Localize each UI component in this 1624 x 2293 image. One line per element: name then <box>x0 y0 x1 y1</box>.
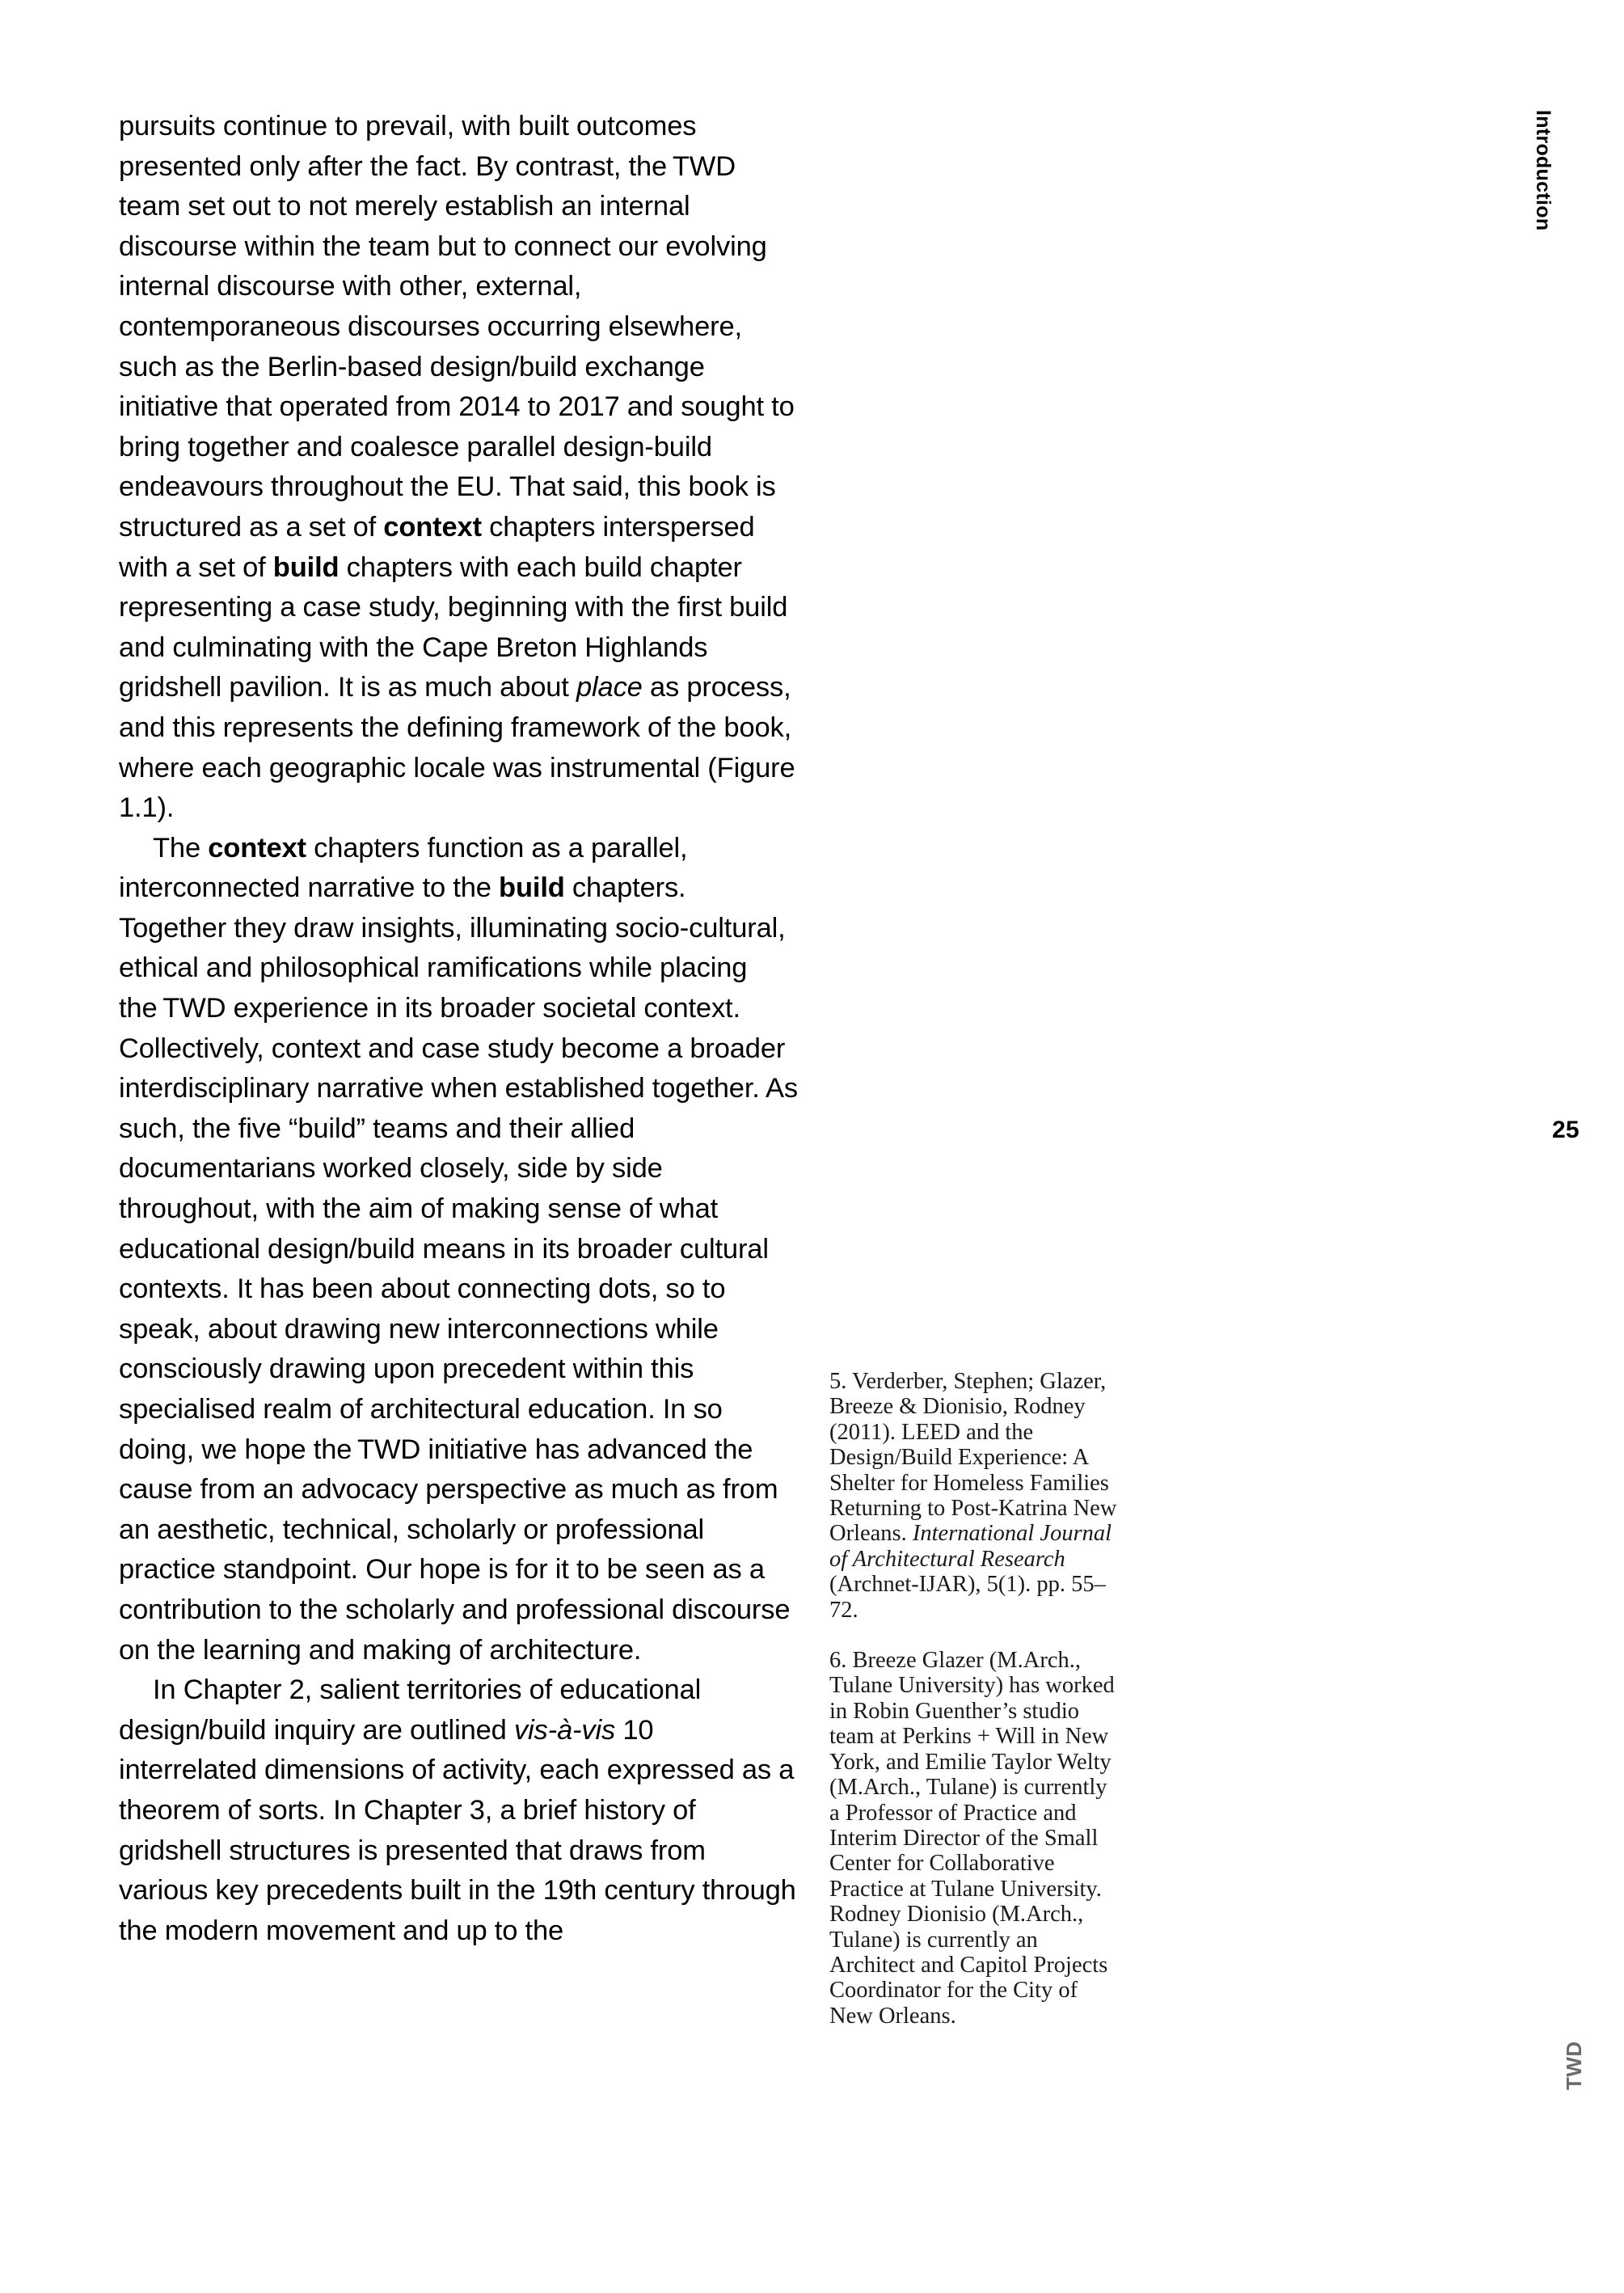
text-run: 6. Breeze Glazer (M.Arch., Tulane University) has worked in Robin Guenther’s studio team at Perkins + Will in New York, and Emilie Taylor Welty (M.Arch., Tulane) is currently a Professor of Practice and Interim Director of the Small Center for Collaborative Practice at Tulane University. Rodney Dionisio (M.Arch., Tulane) is currently an Architect and Capitol Projects Coordinator for the City of New Orleans. <box>829 1648 1115 2029</box>
text-run: chapters function as a parallel, interconnected narrative to the <box>119 832 688 904</box>
text-run: chapters with each build chapter representing a case study, beginning with the first build and culminating with the Cape Breton Highlands gridshell pavilion. It is as much about <box>119 551 788 703</box>
text-run: TWD experience in its broader societal context. Collectively, context and case study become a broader interdisciplinary narrative when established together. As such, the five “build” teams and their allied documentarians worked closely, side by side throughout, with the aim of making sense of what educational design/build means in its broader cultural contexts. It has been about connecting dots, so to speak, about drawing new interconnections while consciously drawing upon precedent within this specialised realm of architectural education. In so doing, we hope the <box>119 993 799 1465</box>
text-run: In Chapter 2, salient territories of educational design/build inquiry are outlined <box>119 1674 702 1746</box>
text-run: The <box>153 832 209 864</box>
text-run: (Archnet-IJAR), 5(1). pp. 55–72. <box>829 1572 1106 1623</box>
footnote-5 <box>829 1369 1120 1623</box>
text-run: as process, and this represents the defining framework of the book, where each geographic locale was instrumental (Figure 1.1). <box>119 672 795 824</box>
body-paragraph-2 <box>119 829 798 1670</box>
emphasis-bold: context <box>383 511 482 543</box>
body-paragraph-1 <box>119 107 798 829</box>
emphasis-italic: place <box>576 672 643 703</box>
text-run: chapters. Together they draw insights, illuminating socio-cultural, ethical and philosophical ramifications while placing the <box>119 872 786 1024</box>
text-run: pursuits continue to prevail, with built outcomes presented only after the fact. By contrast, the <box>119 111 697 182</box>
book-mark-twd: TWD <box>1562 2041 1586 2090</box>
emphasis-bold: context <box>208 832 306 864</box>
text-run: 5. Verderber, Stephen; Glazer, Breeze & Dionisio, Rodney (2011). LEED and the Design/Build Experience: A Shelter for Homeless Families Returning to Post-Katrina New Orleans. <box>829 1369 1117 1547</box>
footnote-column <box>829 1369 1120 2029</box>
text-run: 10 interrelated dimensions of activity, each expressed as a theorem of sorts. In Chapter 3, a brief history of gridshell structures is presented that draws from various key precedents built in the 19th century through the modern movement and up to the <box>119 1714 796 1946</box>
emphasis-italic: International Journal of Architectural Research <box>829 1521 1112 1572</box>
footnote-6 <box>829 1648 1120 2029</box>
text-run: TWD initiative has advanced the cause from an advocacy perspective as much as from an aesthetic, technical, scholarly or professional practice standpoint. Our hope is for it to be seen as a contribution to the scholarly and professional discourse on the learning and making of architecture. <box>119 1434 791 1666</box>
running-head-introduction: Introduction <box>1532 110 1554 231</box>
emphasis-italic: vis-à-vis <box>513 1714 616 1746</box>
text-run: TWD team set out to not merely establish an internal discourse within the team but to connect our evolving internal discourse with other, external, contemporaneous discourses occurring elsewhere, such as the Berlin-based design/build exchange initiative that operated from 2014 to 2017 and sought to bring together and coalesce parallel design-build endeavours throughout the EU. That said, this book is structured as a set of <box>119 150 795 543</box>
text-run: chapters interspersed with a set of <box>119 511 755 583</box>
main-text-column <box>119 107 798 1951</box>
body-paragraph-3 <box>119 1670 798 1951</box>
emphasis-bold: build <box>499 872 565 904</box>
page-number: 25 <box>1552 1117 1580 1143</box>
emphasis-bold: build <box>272 551 340 583</box>
